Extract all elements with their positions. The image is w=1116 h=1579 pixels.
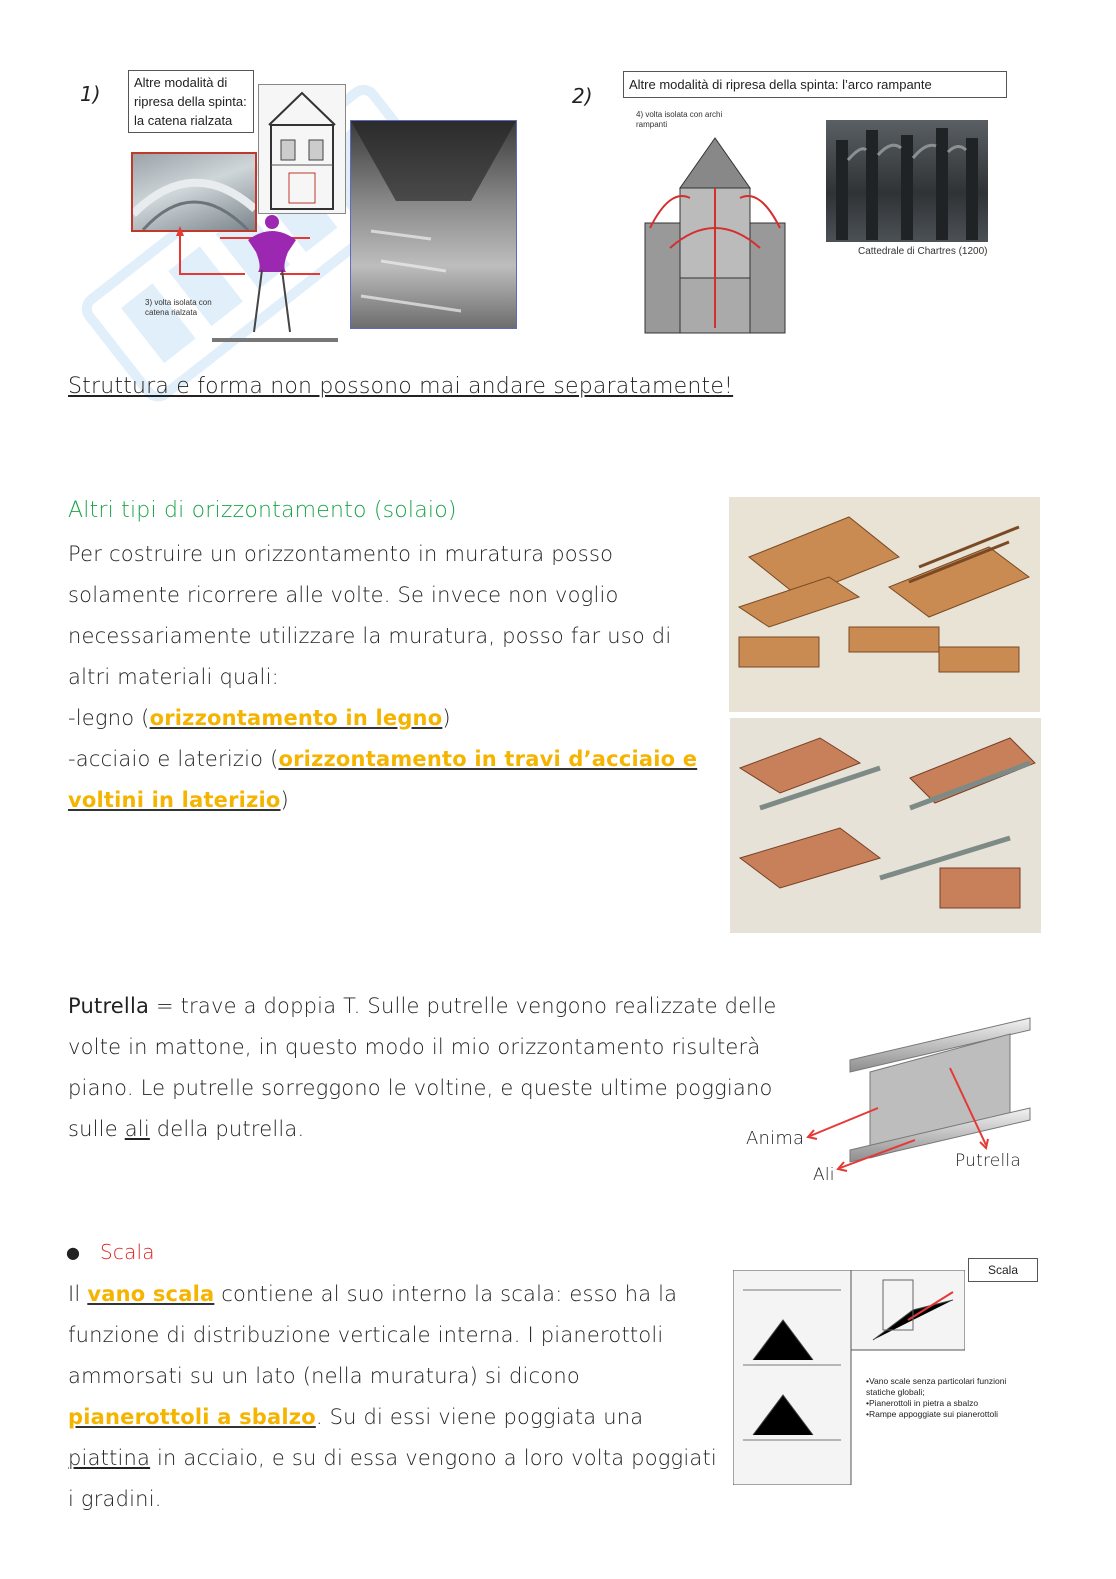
chartres-photo (826, 120, 988, 242)
arco-figure-label: 4) volta isolata con archi rampanti (636, 110, 723, 129)
ali-label: Ali (813, 1165, 835, 1185)
figure-number-2: 2) (572, 84, 593, 108)
putrella-label: Putrella (955, 1151, 1021, 1171)
scala-heading: Scala (100, 1240, 155, 1264)
scala-paragraph (68, 1274, 718, 1520)
legno-suffix: ) (442, 706, 451, 730)
legno-prefix: -legno ( (68, 706, 150, 730)
acciaio-prefix: -acciaio e laterizio ( (68, 747, 279, 771)
putrella-paragraph (68, 986, 783, 1150)
cathedral-section-drawing (630, 128, 795, 338)
arco-rampante-caption-box: Altre modalità di ripresa della spinta: l’arco rampante (623, 71, 1007, 98)
scala-figure-title: Scala (968, 1258, 1038, 1282)
piattina-word: piattina (68, 1446, 151, 1470)
acciaio-link: orizzontamento in travi d’acciaio e voltini in laterizio (68, 747, 698, 812)
wood-floor-illustration (729, 497, 1040, 712)
scala-notes (866, 1376, 1016, 1420)
putrella-text-a: = trave a doppia T. Sulle putrelle vengono realizzate delle volte in mattone, in questo modo il mio orizzontamento risulterà piano. Le putrelle sorreggono le voltine, e queste ultime poggiano sulle (68, 994, 777, 1141)
putrella-text-b: della putrella. (149, 1117, 305, 1141)
scala-note-3: •Rampe appoggiate sui pianerottoli (866, 1409, 998, 1419)
solaio-body (68, 534, 708, 821)
catena-figure-label: 3) volta isolata con catena rialzata (145, 298, 212, 317)
chartres-caption: Cattedrale di Chartres (1200) (858, 246, 988, 257)
figure-number-1: 1) (80, 82, 101, 106)
solaio-heading: Altri tipi di orizzontamento (solaio) (68, 498, 457, 523)
steel-brick-floor-illustration (730, 718, 1041, 933)
structure-form-statement: Struttura e forma non possono mai andare separatamente! (68, 374, 734, 399)
building-section-drawing (258, 84, 346, 214)
cloister-photo (350, 120, 517, 329)
scala-note-1: •Vano scale senza particolari funzioni statiche globali; (866, 1376, 1007, 1397)
scala-t4: in acciaio, e su di essa vengono a loro volta poggiati i gradini. (68, 1446, 717, 1511)
scala-t3: . Su di essi viene poggiata una (315, 1405, 644, 1429)
scala-t2: contiene al suo interno la scala: esso ha la funzione di distribuzione verticale interna. I pianerottoli ammorsati su un lato (nella muratura) si dicono (68, 1282, 678, 1388)
catena-diagram (170, 212, 350, 347)
vano-scala-link: vano scala (87, 1282, 215, 1306)
pianerottoli-sbalzo-link: pianerottoli a sbalzo (68, 1405, 316, 1429)
legno-link: orizzontamento in legno (149, 706, 443, 730)
scala-t1: Il (68, 1282, 88, 1306)
putrella-ali-word: ali (124, 1117, 150, 1141)
catena-caption-box: Altre modalità di ripresa della spinta: la catena rialzata (128, 70, 254, 133)
anima-label: Anima (746, 1128, 805, 1149)
acciaio-suffix: ) (280, 788, 289, 812)
solaio-intro: Per costruire un orizzontamento in muratura posso solamente ricorrere alle volte. Se invece non voglio necessariamente utilizzare la muratura, posso far uso di altri materiali quali: (68, 542, 672, 689)
scala-note-2: •Pianerottoli in pietra a sbalzo (866, 1398, 979, 1408)
scala-bullet: ● (66, 1243, 80, 1262)
putrella-term: Putrella (68, 994, 150, 1018)
